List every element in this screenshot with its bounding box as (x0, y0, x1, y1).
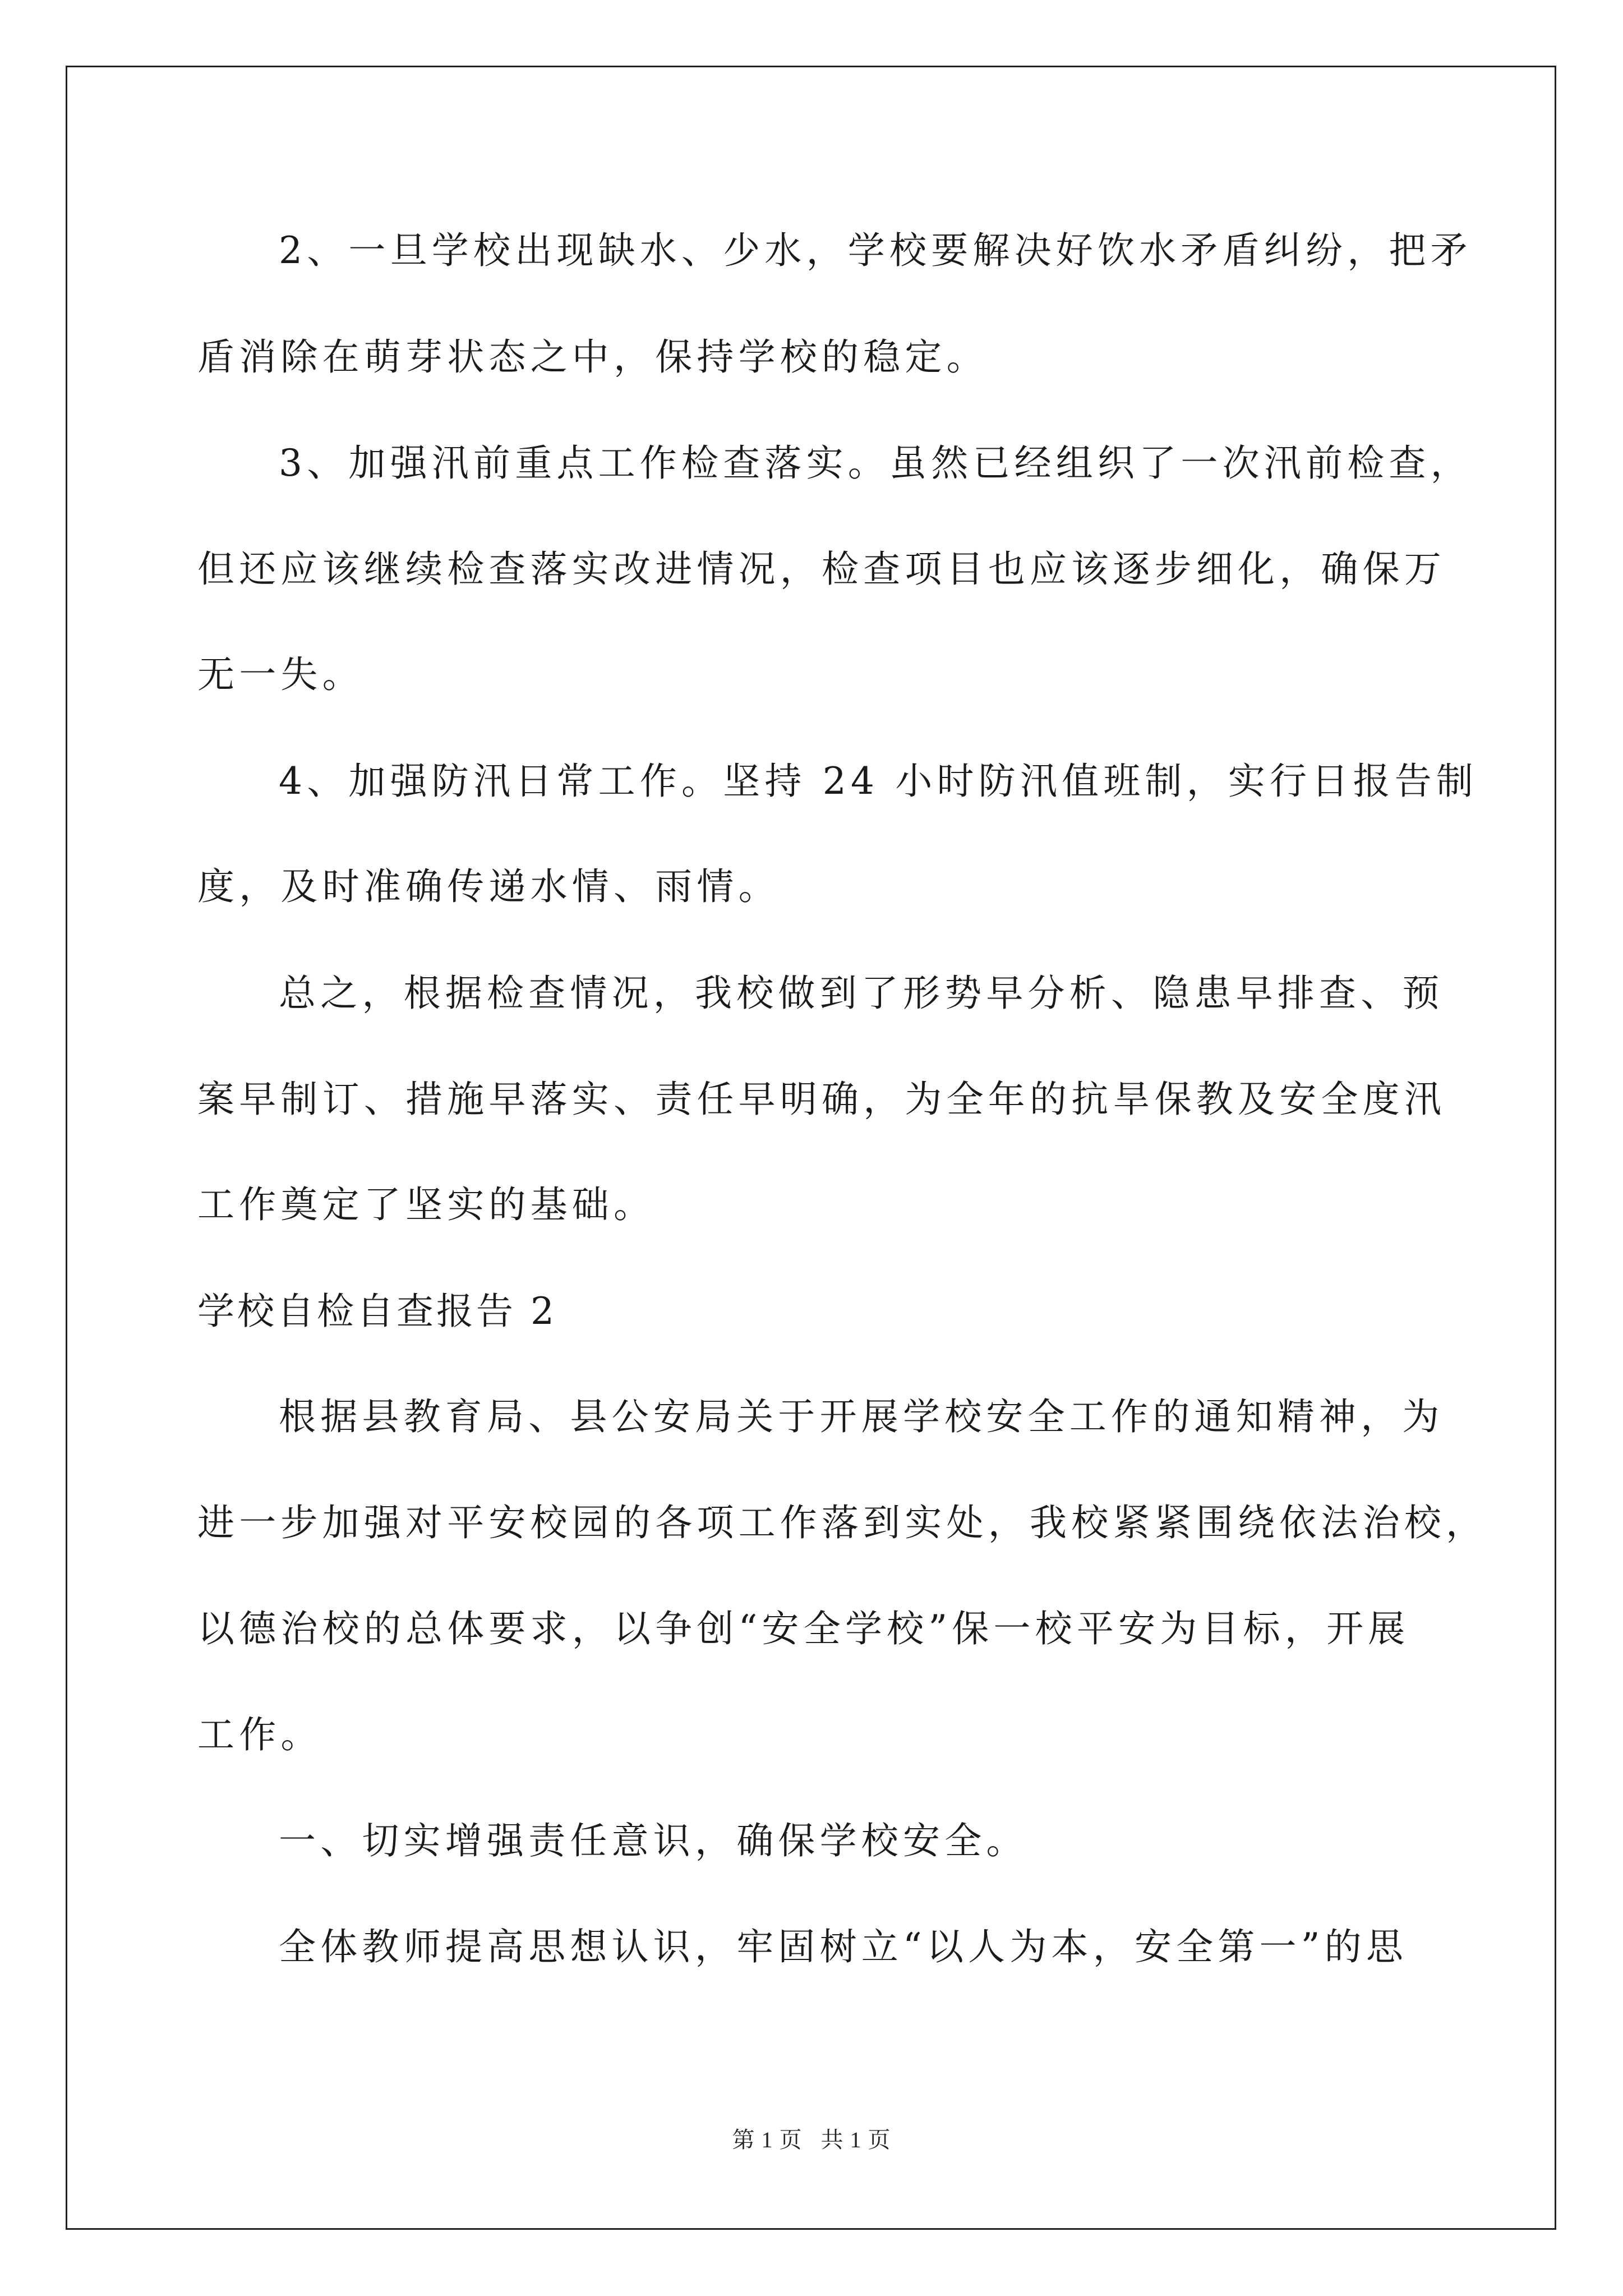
paragraph-line: 工作。 (197, 1713, 322, 1756)
paragraph-line: 3、加强汛前重点工作检查落实。虽然已经组织了一次汛前检查， (279, 441, 1472, 485)
page-footer (0, 2126, 1623, 2154)
paragraph-line: 一、切实增强责任意识，确保学校安全。 (279, 1819, 1028, 1862)
paragraph-line: 根据县教育局、县公安局关于开展学校安全工作的通知精神，为 (279, 1395, 1444, 1438)
paragraph-line: 工作奠定了坚实的基础。 (197, 1183, 656, 1226)
page-border (66, 66, 1556, 2230)
paragraph-line: 但还应该继续检查落实改进情况，检查项目也应该逐步细化，确保万 (197, 547, 1446, 591)
paragraph-line: 以德治校的总体要求，以争创“安全学校”保一校平安为目标，开展 (197, 1607, 1410, 1650)
paragraph-line: 进一步加强对平安校园的各项工作落到实处，我校紧紧围绕依法治校， (197, 1501, 1488, 1544)
paragraph-line: 案早制订、措施早落实、责任早明确，为全年的抗旱保教及安全度汛 (197, 1078, 1446, 1121)
paragraph-line: 4、加强防汛日常工作。坚持 24 小时防汛值班制，实行日报告制 (279, 760, 1478, 803)
paragraph-line: 度，及时准确传递水情、雨情。 (197, 865, 780, 908)
paragraph-line: 无一失。 (197, 653, 364, 696)
paragraph-line: 全体教师提高思想认识，牢固树立“以人为本，安全第一”的思 (279, 1925, 1408, 1968)
page-number-label: 第 1 页 共 1 页 (732, 2127, 891, 2152)
paragraph-line: 2、一旦学校出现缺水、少水，学校要解决好饮水矛盾纠纷，把矛 (279, 229, 1472, 272)
section-heading: 学校自检自查报告 2 (197, 1290, 557, 1333)
paragraph-line: 总之，根据检查情况，我校做到了形势早分析、隐患早排查、预 (279, 972, 1444, 1015)
paragraph-line: 盾消除在萌芽状态之中，保持学校的稳定。 (197, 335, 988, 379)
